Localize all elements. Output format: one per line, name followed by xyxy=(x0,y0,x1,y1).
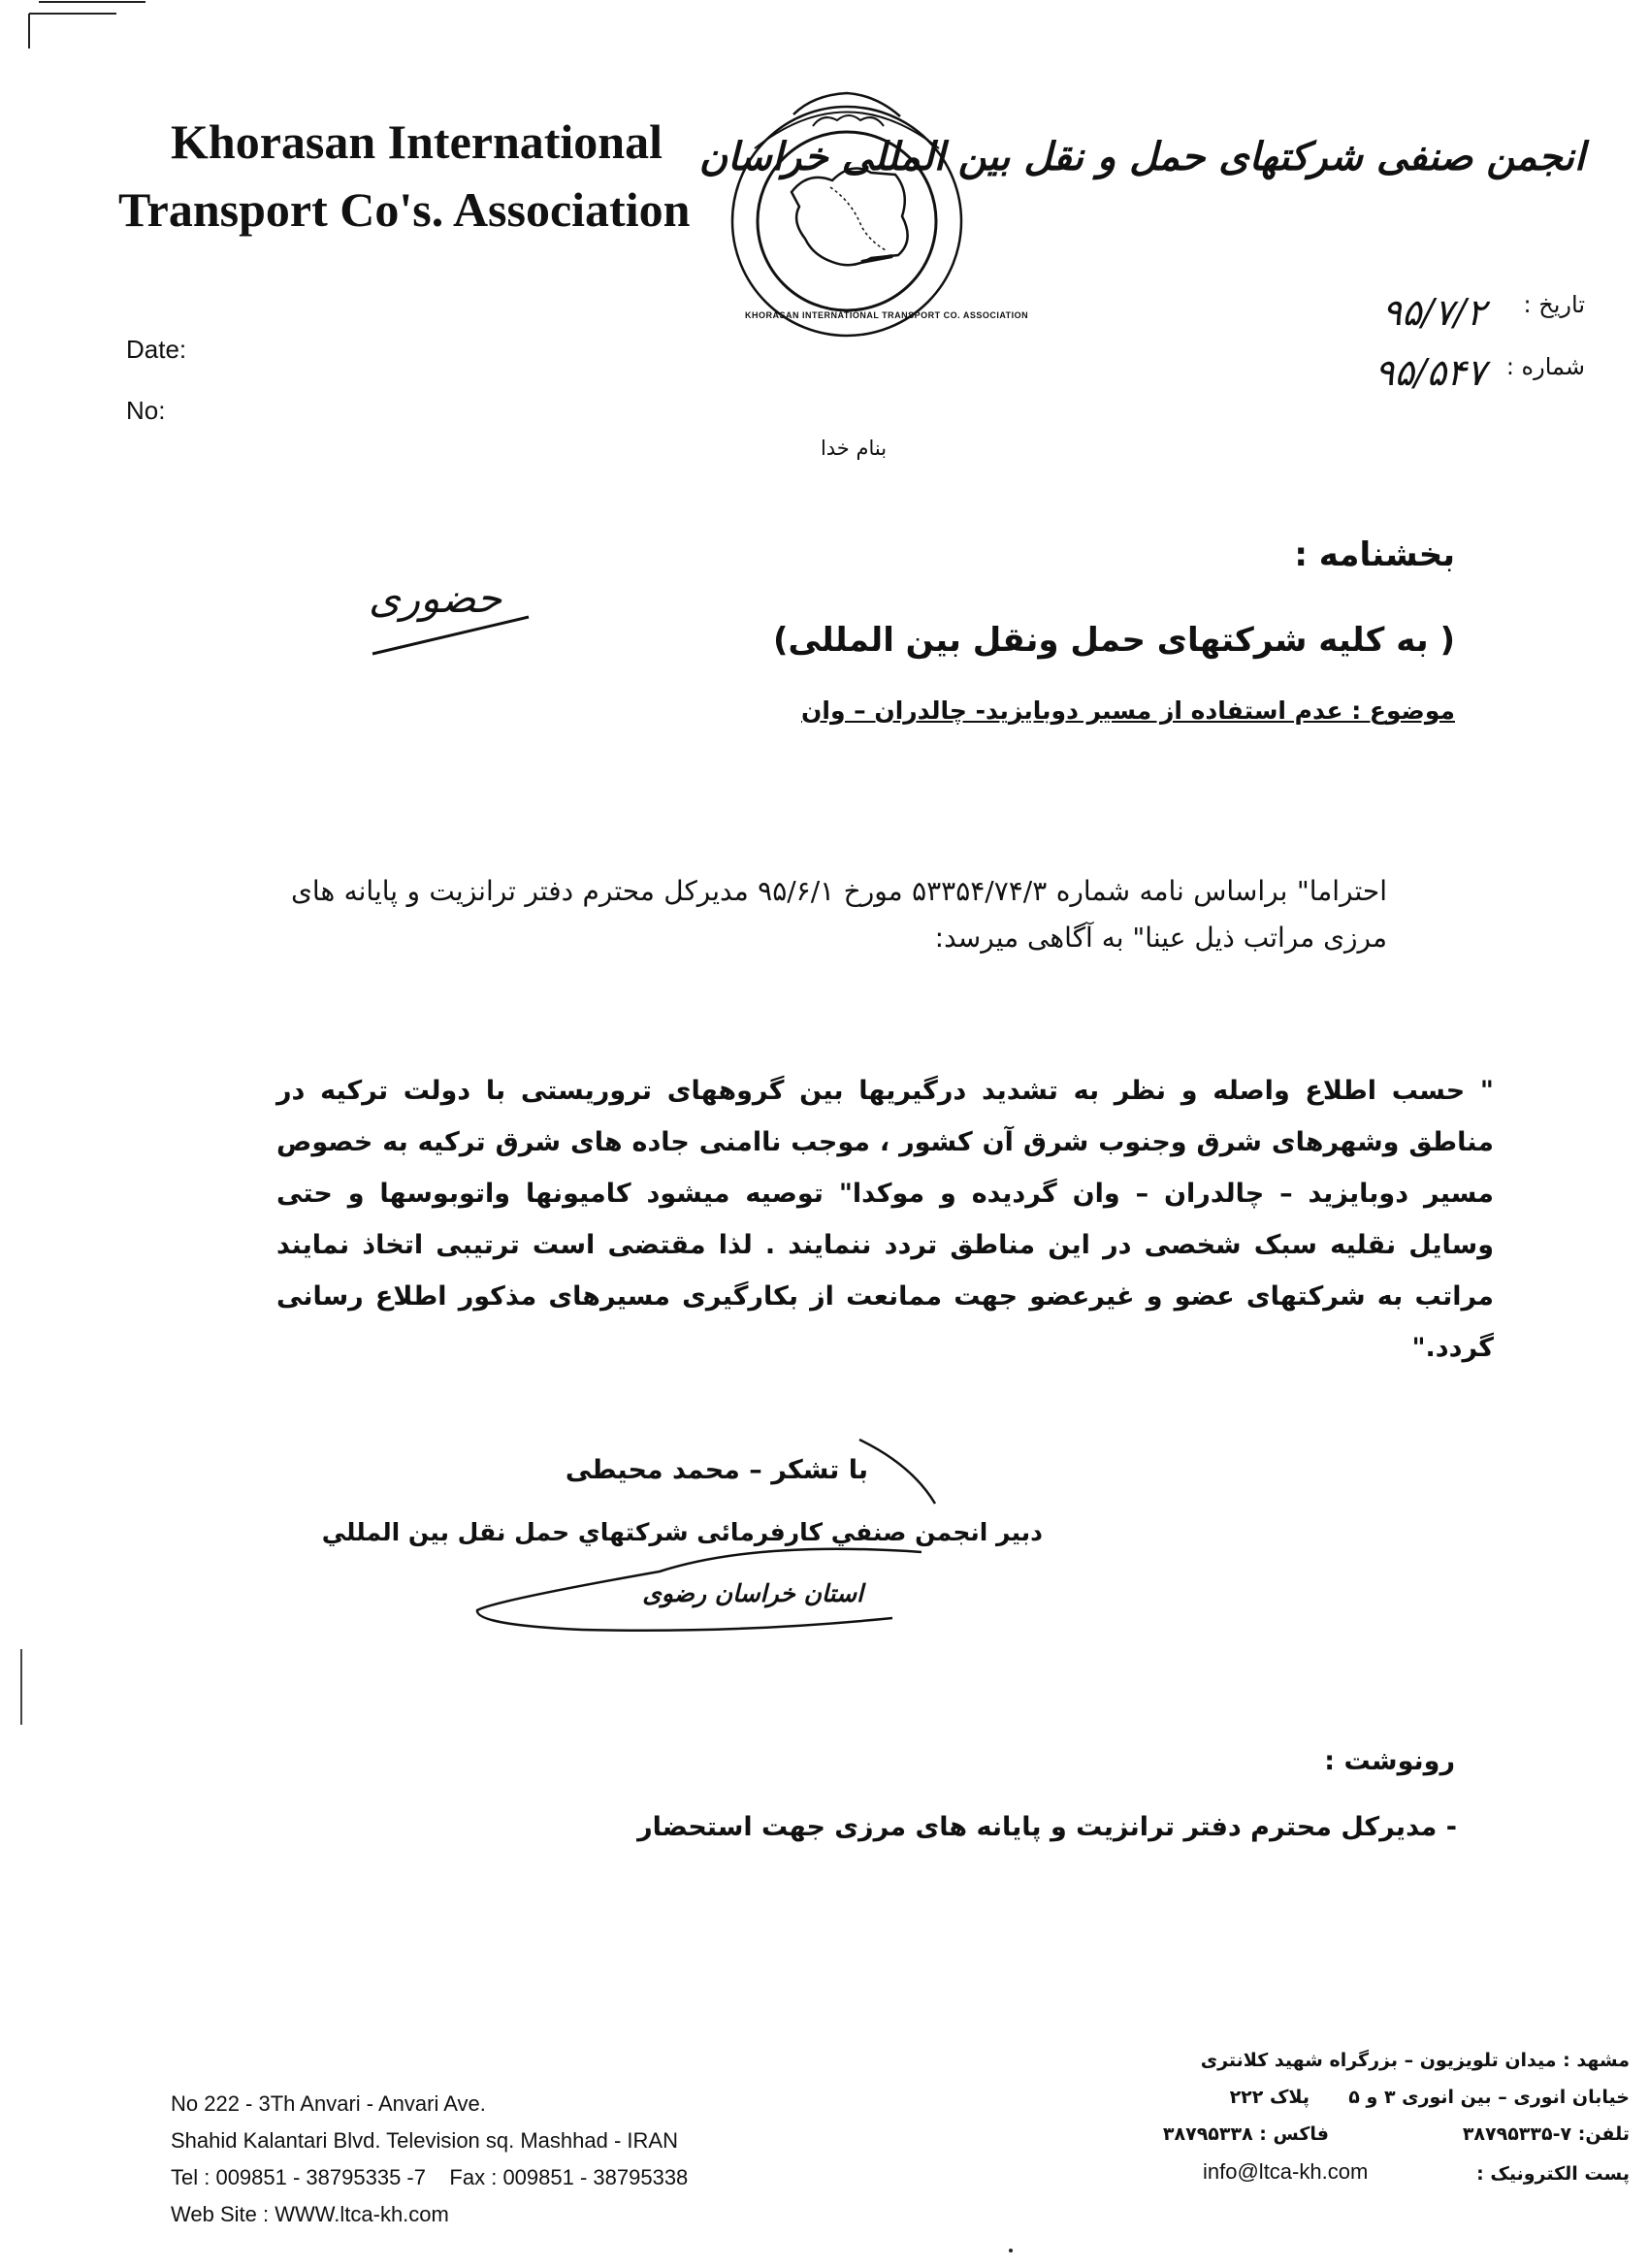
association-logo xyxy=(716,56,1029,338)
handwritten-underline xyxy=(369,611,534,660)
intro-paragraph: احتراما" براساس نامه شماره ۵۳۳۵۴/۷۴/۳ مورخ ۹۵/۶/۱ مدیرکل محترم دفتر ترانزیت و پایانه های مرزی مراتب ذیل عینا" به آگاهی میرسد: xyxy=(291,875,1388,954)
org-name-fa: انجمن صنفی شرکتهای حمل و نقل بین المللی خراسان xyxy=(698,134,1585,179)
invocation: بنام خدا xyxy=(820,437,888,460)
number-label-fa: شماره : xyxy=(1505,353,1585,380)
body-paragraph: " حسب اطلاع واصله و نظر به تشدید درگیریها بین گروههای تروریستی با دولت ترکیه در مناطق وشهرهای شرق وجنوب شرق آن کشور ، موجب ناامنی جاده های شرق ترکیه به خصوص مسیر دوبایزید – چالدران – وان گردیده و موکدا" توصیه میشود کامیونها واتوبوسها و حتی وسایل نقلیه سبک شخصی در این مناطق تردد ننمایند . لذا مقتضی است ترتیبی اتخاذ نمایند مراتب به شرکتهای عضو و غیرعضو جهت ممانعت از بکارگیری مسیرهای مذکور اطلاع رسانی گردد." xyxy=(276,1076,1494,1363)
no-label-en: No: xyxy=(126,396,166,425)
cc-label: رونوشت : xyxy=(1324,1746,1455,1776)
scan-dot xyxy=(1009,2249,1013,2252)
date-value: ۹۵/۷/۲ xyxy=(1381,291,1486,334)
recipients-line: ( به کلیه شرکتهای حمل ونقل بین المللی) xyxy=(772,621,1455,660)
number-value: ۹۵/۵۴۷ xyxy=(1374,351,1486,394)
signature-title: دبیر انجمن صنفي كارفرمائی شركتهاي حمل نقل بين المللي xyxy=(321,1518,1043,1546)
footer-fa-plaque: پلاک ۲۲۲ xyxy=(1229,2087,1310,2108)
footer-en xyxy=(171,2086,688,2233)
scan-corner-mark xyxy=(0,0,155,58)
cc-item: - مدیرکل محترم دفتر ترانزیت و پایانه های مرزی جهت استحضار xyxy=(637,1812,1457,1842)
circular-title: بخشنامه : xyxy=(1294,535,1455,574)
signature-province: استان خراسان رضوی xyxy=(642,1579,863,1607)
scan-side-mark xyxy=(17,1649,27,1727)
signature-stroke xyxy=(854,1436,941,1513)
date-label-fa: تاریخ : xyxy=(1523,291,1585,318)
date-label-en: Date: xyxy=(126,335,187,364)
org-name-en-line2: Transport Co's. Association xyxy=(118,182,691,237)
footer-fa-email-label: پست الکترونیک : xyxy=(1476,2163,1630,2185)
signature-loop xyxy=(466,1533,931,1639)
footer-en-line: Web Site : WWW.ltca-kh.com xyxy=(171,2202,449,2226)
logo-ring-text: KHORASAN INTERNATIONAL TRANSPORT CO. ASSOCIATION xyxy=(745,310,1029,320)
handwritten-note: حضوری xyxy=(369,574,502,622)
footer-en-line: Shahid Kalantari Blvd. Television sq. Mashhad - IRAN xyxy=(171,2128,678,2153)
footer-email[interactable]: info@ltca-kh.com xyxy=(1203,2159,1369,2184)
footer-en-line: Tel : 009851 - 38795335 -7 Fax : 009851 - 38795338 xyxy=(171,2165,689,2189)
footer-fa-fax: فاکس : ۳۸۷۹۵۳۳۸ xyxy=(1162,2123,1329,2145)
footer-fa-address-2: خیابان انوری – بین انوری ۳ و ۵ xyxy=(1348,2087,1630,2108)
footer-en-line: No 222 - 3Th Anvari - Anvari Ave. xyxy=(171,2091,486,2116)
org-name-en-line1: Khorasan International xyxy=(171,114,663,169)
closing-line: با تشکر – محمد محیطی xyxy=(565,1455,868,1485)
footer-fa-address-1: مشهد : میدان تلویزیون – بزرگراه شهید کلانتری xyxy=(1200,2050,1630,2071)
footer-fa-tel: تلفن: ۷-۳۸۷۹۵۳۳۵ xyxy=(1462,2123,1630,2145)
subject-line: موضوع : عدم استفاده از مسیر دوبایزید- چالدران – وان xyxy=(801,697,1455,725)
